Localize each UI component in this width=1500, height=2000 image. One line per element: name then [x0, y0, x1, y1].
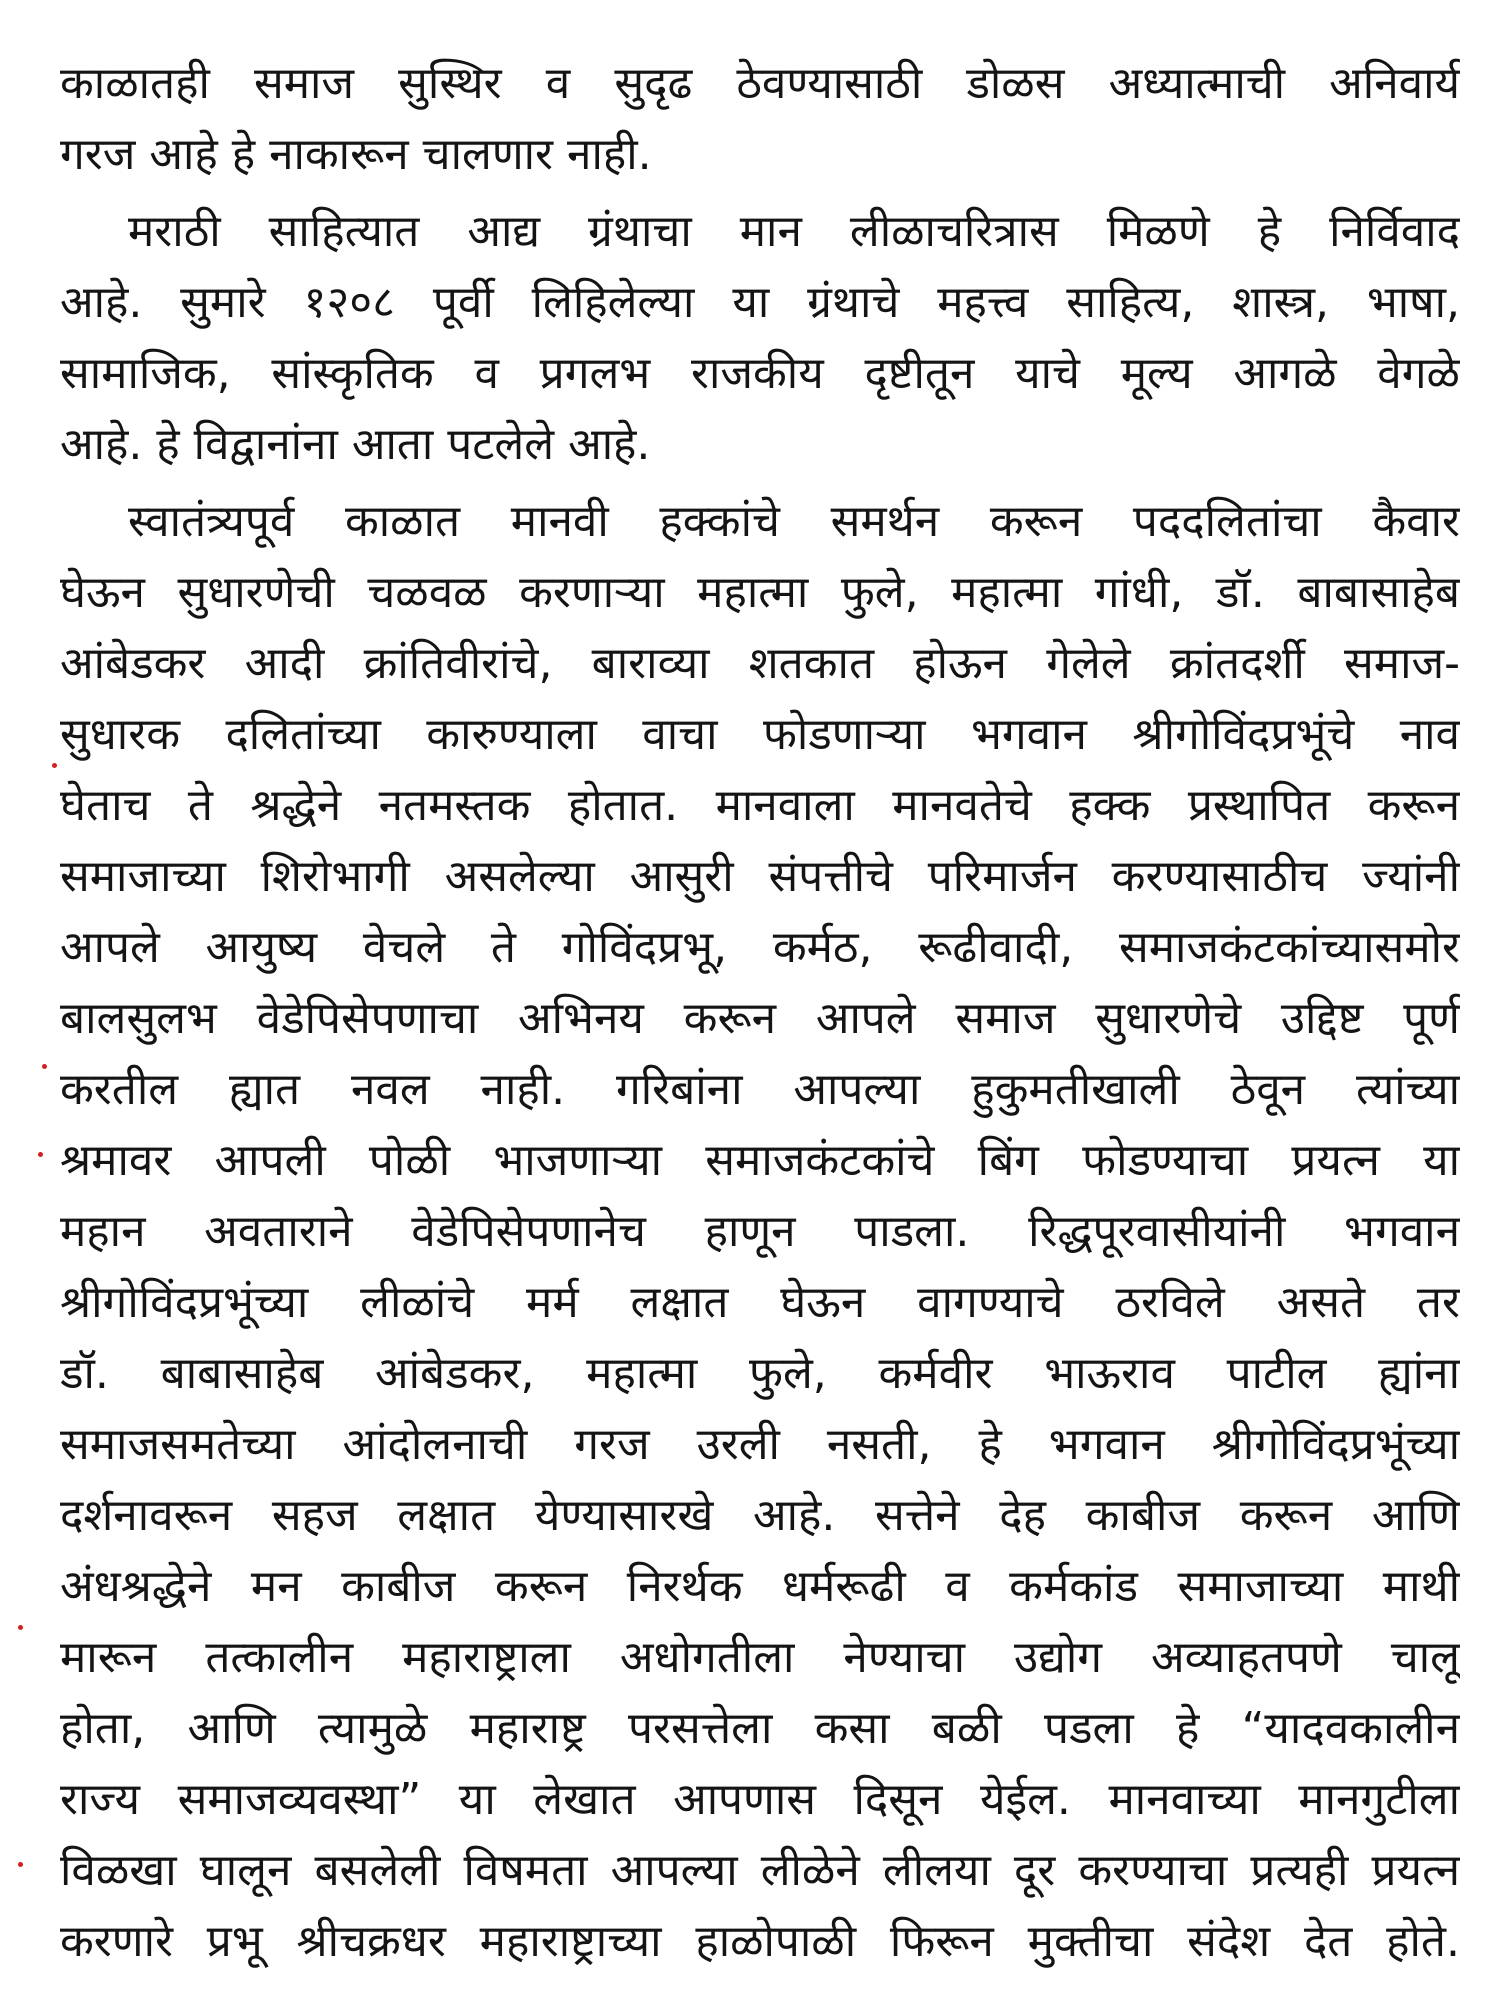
text-line: श्रीगोविंदप्रभूंच्या लीळांचे मर्म लक्षात घेऊन वागण्याचे ठरविले असते तर [60, 1277, 1460, 1328]
text-line: घेऊन सुधारणेची चळवळ करणाऱ्या महात्मा फुले, महात्मा गांधी, डॉ. बाबासाहेब [60, 567, 1460, 618]
margin-mark [52, 763, 57, 768]
text-line: आंबेडकर आदी क्रांतिवीरांचे, बाराव्या शतकात होऊन गेलेले क्रांतदर्शी समाज- [60, 638, 1460, 689]
text-line: घेताच ते श्रद्धेने नतमस्तक होतात. मानवाला मानवतेचे हक्क प्रस्थापित करून [60, 780, 1460, 831]
text-line: मराठी साहित्यात आद्य ग्रंथाचा मान लीळाचरित्रास मिळणे हे निर्विवाद [128, 206, 1460, 257]
margin-mark [18, 1625, 23, 1630]
margin-mark [42, 1064, 47, 1069]
margin-mark [38, 1152, 43, 1157]
margin-mark [18, 1862, 23, 1867]
text-line: श्रमावर आपली पोळी भाजणाऱ्या समाजकंटकांचे बिंग फोडण्याचा प्रयत्न या [60, 1135, 1460, 1186]
paragraph [60, 196, 1460, 480]
document-page [60, 48, 1460, 1968]
paragraph [60, 486, 1460, 1977]
text-line: महान अवताराने वेडेपिसेपणानेच हाणून पाडला. रिद्धपूरवासीयांनी भगवान [60, 1206, 1460, 1257]
text-line: समाजसमतेच्या आंदोलनाची गरज उरली नसती, हे भगवान श्रीगोविंदप्रभूंच्या [60, 1419, 1460, 1470]
text-line: डॉ. बाबासाहेब आंबेडकर, महात्मा फुले, कर्मवीर भाऊराव पाटील ह्यांना [60, 1348, 1460, 1399]
text-line: मारून तत्कालीन महाराष्ट्राला अधोगतीला नेण्याचा उद्योग अव्याहतपणे चालू [60, 1632, 1460, 1683]
text-line: सुधारक दलितांच्या कारुण्याला वाचा फोडणाऱ्या भगवान श्रीगोविंदप्रभूंचे नाव [60, 709, 1460, 760]
text-line: करतील ह्यात नवल नाही. गरिबांना आपल्या हुकुमतीखाली ठेवून त्यांच्या [60, 1064, 1460, 1115]
text-line: करणारे प्रभू श्रीचक्रधर महाराष्ट्राच्या हाळोपाळी फिरून मुक्तीचा संदेश देत होते. [60, 1916, 1460, 1967]
text-line: अंधश्रद्धेने मन काबीज करून निरर्थक धर्मरूढी व कर्मकांड समाजाच्या माथी [60, 1561, 1460, 1612]
paragraph [60, 48, 1460, 190]
text-line: आहे. हे विद्वानांना आता पटलेले आहे. [60, 419, 651, 470]
text-line: काळातही समाज सुस्थिर व सुदृढ ठेवण्यासाठी डोळस अध्यात्माची अनिवार्य [60, 58, 1460, 109]
text-line: सामाजिक, सांस्कृतिक व प्रगलभ राजकीय दृष्टीतून याचे मूल्य आगळे वेगळे [60, 348, 1460, 399]
text-line: होता, आणि त्यामुळे महाराष्ट्र परसत्तेला कसा बळी पडला हे “यादवकालीन [60, 1703, 1460, 1754]
text-line: गरज आहे हे नाकारून चालणार नाही. [60, 129, 652, 180]
text-line: स्वातंत्र्यपूर्व काळात मानवी हक्कांचे समर्थन करून पददलितांचा कैवार [128, 496, 1460, 547]
text-line: राज्य समाजव्यवस्था” या लेखात आपणास दिसून येईल. मानवाच्या मानगुटीला [60, 1774, 1460, 1825]
text-line: समाजाच्या शिरोभागी असलेल्या आसुरी संपत्तीचे परिमार्जन करण्यासाठीच ज्यांनी [60, 851, 1460, 902]
text-line: आहे. सुमारे १२०८ पूर्वी लिहिलेल्या या ग्रंथाचे महत्त्व साहित्य, शास्त्र, भाषा, [60, 277, 1460, 328]
text-line: विळखा घालून बसलेली विषमता आपल्या लीळेने लीलया दूर करण्याचा प्रत्यही प्रयत्न [60, 1845, 1460, 1896]
text-line: बालसुलभ वेडेपिसेपणाचा अभिनय करून आपले समाज सुधारणेचे उद्दिष्ट पूर्ण [60, 993, 1460, 1044]
text-line: आपले आयुष्य वेचले ते गोविंदप्रभू, कर्मठ, रूढीवादी, समाजकंटकांच्यासमोर [60, 922, 1460, 973]
text-line: दर्शनावरून सहज लक्षात येण्यासारखे आहे. सत्तेने देह काबीज करून आणि [60, 1490, 1460, 1541]
